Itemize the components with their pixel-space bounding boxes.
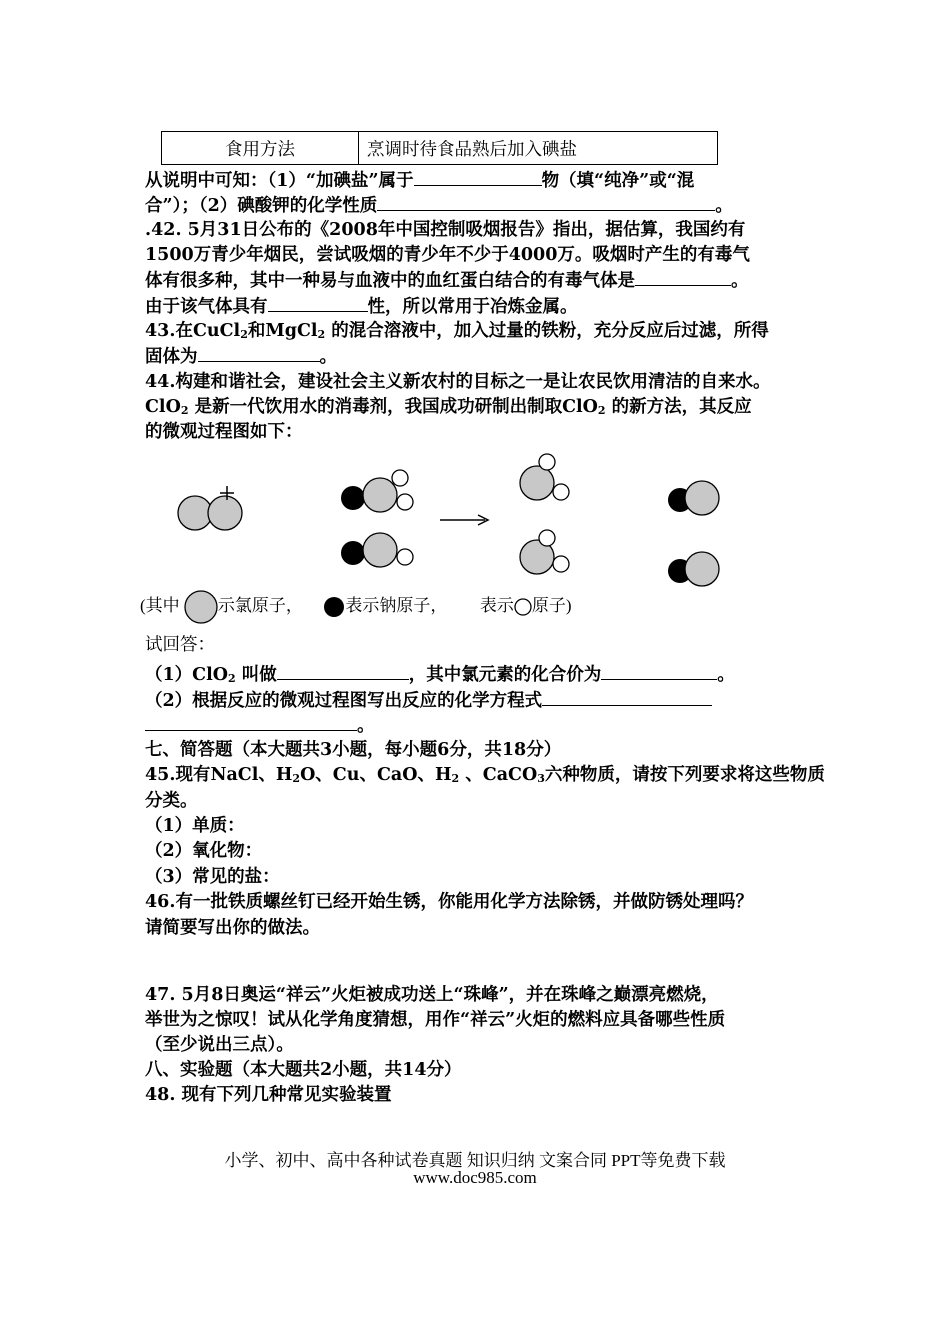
q42-text: 体有很多种，其中一种易与血液中的血红蛋白结合的有毒气体是 xyxy=(145,271,635,291)
q43-line-2 xyxy=(145,344,337,369)
legend-text: 表示 xyxy=(479,595,514,615)
q43-text: 和MgCl xyxy=(247,321,318,341)
sodium-atom xyxy=(341,541,365,565)
table-value: 烹调时待食品熟后加入碘盐 xyxy=(359,132,718,165)
q47-line-1: 47. 5月8日奥运“祥云”火炬被成功送上“珠峰”，并在珠峰之巅漂亮燃烧， xyxy=(145,985,719,1005)
chlorine-atom xyxy=(520,466,554,500)
oxygen-atom xyxy=(397,494,413,510)
q47-line-3: （至少说出三点）。 xyxy=(145,1035,294,1055)
q46-line-2: 请简要写出你的做法。 xyxy=(145,918,320,938)
q41-text: 物（填“纯净”或“混 xyxy=(541,171,695,191)
chlorine-atom xyxy=(363,533,397,567)
sodium-legend-icon xyxy=(323,596,345,618)
subscript: 3 xyxy=(537,772,545,785)
q45-part-3: （3）常见的盐： xyxy=(145,867,280,887)
chlorine-atom xyxy=(363,478,397,512)
answer-blank xyxy=(145,713,357,731)
sodium-chloride-molecule xyxy=(668,552,719,586)
chlorine-atom xyxy=(178,496,212,530)
q41-text: 合”）；（2）碘酸钾的化学性质 xyxy=(145,196,378,216)
q42-line-1: .42. 5月31日公布的《2008年中国控制吸烟报告》指出，据估算，我国约有 xyxy=(145,220,746,240)
q45-line-1 xyxy=(145,763,825,791)
footer-link[interactable]: www.doc985.com xyxy=(413,1168,537,1187)
q44-text: 。 xyxy=(717,665,735,685)
chlorine-atom xyxy=(685,481,719,515)
subscript: 2 xyxy=(292,772,301,785)
subscript: 2 xyxy=(228,672,236,685)
q42-line-2: 1500万青少年烟民，尝试吸烟的青少年不少于4000万。吸烟时产生的有毒气 xyxy=(145,245,750,265)
q43-text: 固体为 xyxy=(145,347,198,367)
q44-line-3: 的微观过程图如下： xyxy=(145,422,303,442)
table-row xyxy=(162,132,718,165)
q42-text: 。 xyxy=(731,271,749,291)
q44-text: （2）根据反应的微观过程图写出反应的化学方程式 xyxy=(145,691,543,711)
oxygen-atom xyxy=(392,470,408,486)
q44-subq-2 xyxy=(145,688,712,713)
legend-text: 表示钠原子， xyxy=(345,595,448,615)
q45-line-2: 分类。 xyxy=(145,791,198,811)
subscript: 2 xyxy=(451,772,460,785)
q44-text: 是新一代饮用水的消毒剂，我国成功研制出制取ClO xyxy=(188,397,598,417)
q45-text: 、CaCO xyxy=(459,765,538,785)
q41-text: 。 xyxy=(715,196,733,216)
q41-line-1 xyxy=(145,168,694,193)
answer-blank xyxy=(377,193,715,211)
subscript: 2 xyxy=(180,404,189,417)
subscript: 2 xyxy=(317,328,326,341)
sodium-atom xyxy=(341,486,365,510)
chlorine-atom xyxy=(685,552,719,586)
q45-part-2: （2）氧化物： xyxy=(145,841,263,861)
chlorine-atom xyxy=(208,496,242,530)
chlorine-legend-icon xyxy=(184,590,218,624)
answer-prompt: 试回答： xyxy=(145,634,215,654)
q41-line-2 xyxy=(145,193,733,218)
chlorine-dioxide-molecule xyxy=(520,530,569,574)
oxygen-atom xyxy=(397,549,413,565)
legend-text: (其中 xyxy=(140,595,180,615)
answer-blank xyxy=(601,662,717,680)
q44-subq-1 xyxy=(145,662,735,691)
sodium-chlorite-molecule xyxy=(341,533,413,567)
q42-line-4 xyxy=(145,294,578,319)
reaction-arrow xyxy=(440,515,488,525)
q45-text: 45.现有NaCl、H xyxy=(145,765,293,785)
oxygen-legend-icon xyxy=(514,598,532,616)
answer-blank xyxy=(277,662,409,680)
section-8-heading: 八、实验题（本大题共2小题，共14分） xyxy=(145,1060,462,1080)
answer-blank xyxy=(635,268,731,286)
q42-text: 性，所以常用于冶炼金属。 xyxy=(367,297,578,317)
q46-line-1: 46.有一批铁质螺丝钉已经开始生锈，你能用化学方法除锈，并做防锈处理吗？ xyxy=(145,892,753,912)
subscript: 2 xyxy=(240,328,248,341)
q44-line-1: 44.构建和谐社会，建设社会主义新农村的目标之一是让农民饮用清洁的自来水。 xyxy=(145,372,771,392)
q45-part-1: （1）单质： xyxy=(145,816,245,836)
answer-blank xyxy=(542,688,712,706)
q44-line-2 xyxy=(145,395,752,423)
q44-text: ClO xyxy=(145,397,181,417)
answer-blank xyxy=(268,294,368,312)
sodium-chlorite-molecule xyxy=(341,470,413,512)
oxygen-atom xyxy=(553,556,569,572)
q43-text: 。 xyxy=(319,347,337,367)
diagram-legend xyxy=(140,590,572,624)
legend-text: 示氯原子， xyxy=(217,595,303,615)
q45-text: 六种物质，请按下列要求将这些物质 xyxy=(544,765,825,785)
chlorine-molecule xyxy=(178,486,242,530)
legend-text: 原子) xyxy=(531,595,572,615)
q44-text: （1）ClO xyxy=(145,665,228,685)
reaction-diagram xyxy=(140,450,760,590)
q45-text: O、Cu、CaO、H xyxy=(300,765,452,785)
q47-line-2: 举世为之惊叹！试从化学角度猜想，用作“祥云”火炬的燃料应具备哪些性质 xyxy=(145,1010,726,1030)
q41-text: 从说明中可知：（1）“加碘盐”属于 xyxy=(145,171,414,191)
table-label: 食用方法 xyxy=(162,132,359,165)
footer-line-1: 小学、初中、高中各种试卷真题 知识归纳 文案合同 PPT等免费下载 xyxy=(224,1151,726,1170)
answer-blank xyxy=(414,168,542,186)
info-table xyxy=(161,131,718,165)
oxygen-atom xyxy=(553,484,569,500)
q42-line-3 xyxy=(145,268,749,293)
q43-line-1 xyxy=(145,319,769,347)
q44-text: 叫做 xyxy=(235,665,277,685)
q43-text: 的混合溶液中，加入过量的铁粉，充分反应后过滤，所得 xyxy=(325,321,769,341)
q44-text: ，其中氯元素的化合价为 xyxy=(408,665,602,685)
subscript: 2 xyxy=(597,404,606,417)
q44-subq-2-cont xyxy=(145,713,375,738)
oxygen-atom xyxy=(539,454,555,470)
oxygen-atom xyxy=(539,530,555,546)
section-7-heading: 七、简答题（本大题共3小题，每小题6分，共18分） xyxy=(145,740,562,760)
sodium-chloride-molecule xyxy=(668,481,719,515)
q42-text: 由于该气体具有 xyxy=(145,297,268,317)
answer-blank xyxy=(198,344,320,362)
q48-line: 48. 现有下列几种常见实验装置 xyxy=(145,1085,392,1105)
chlorine-dioxide-molecule xyxy=(520,454,569,500)
q43-text: 43.在CuCl xyxy=(145,321,241,341)
q44-text: 。 xyxy=(357,716,375,736)
q44-text: 的新方法，其反应 xyxy=(605,397,752,417)
